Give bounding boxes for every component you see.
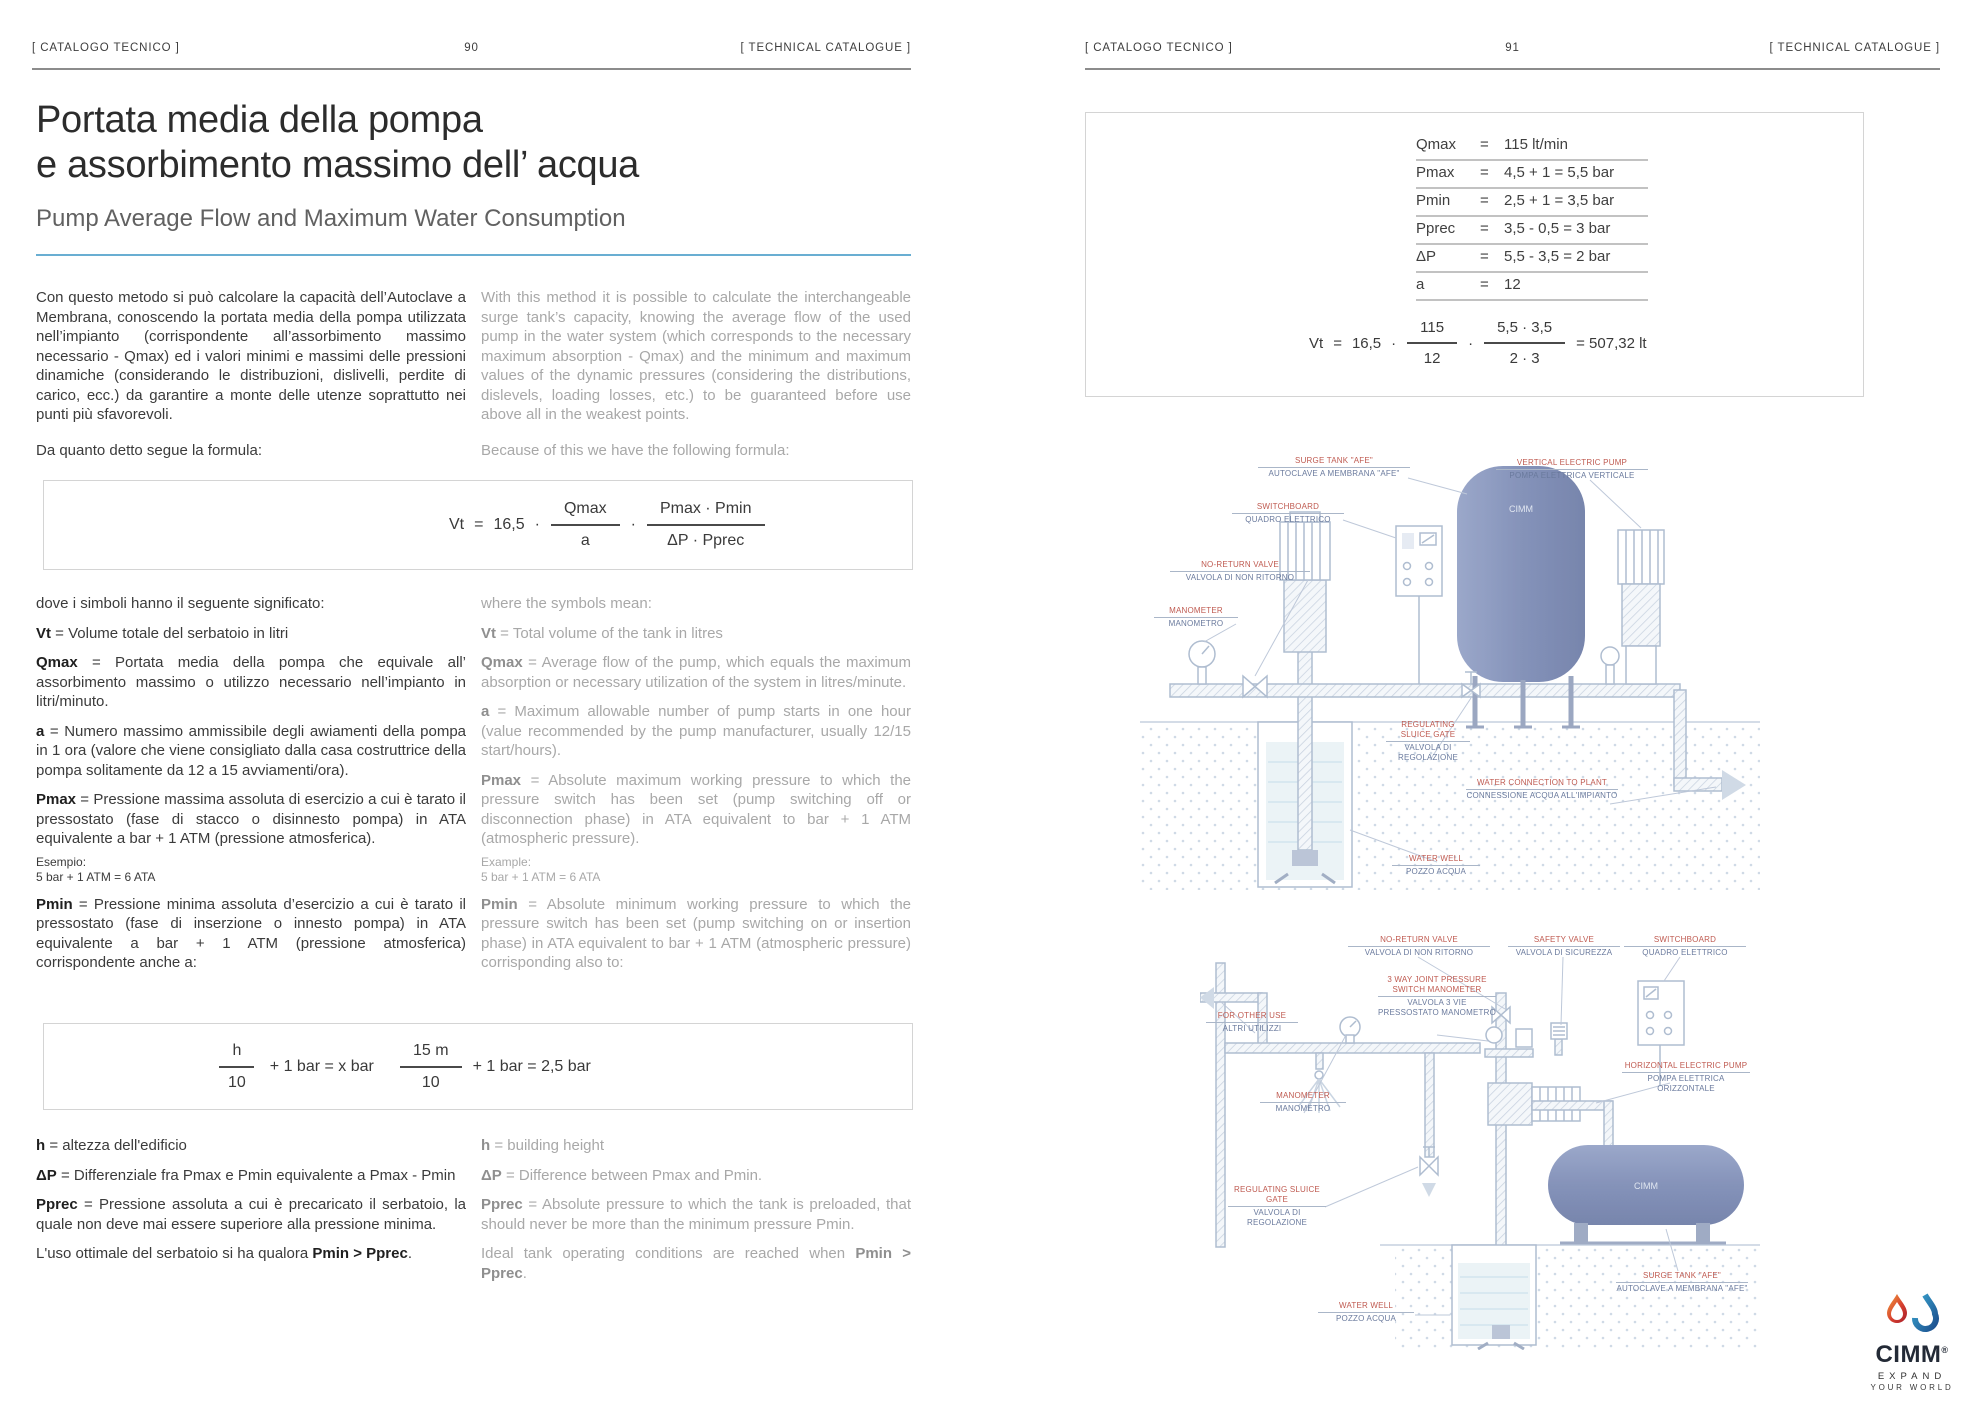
- left-page-header: [32, 42, 911, 58]
- pressure-gauge: [1601, 647, 1619, 684]
- intro-lead-en: Because of this we have the following formula:: [481, 441, 790, 459]
- formula-equals: =: [474, 516, 484, 533]
- definition-pmin-it: Pmin = Pressione minima assoluta d’esercizio a cui è tarato il pressostato (fase di inserzione o innesto pompa) in ATA equivalente a bar + 1 ATM (pressione atmosferica) corrispondente anche a:: [36, 895, 467, 971]
- definition-pprec-it: Pprec = Pressione assoluta a cui è precaricato il serbatoio, la quale non deve mai essere superiore alla pressione minima.: [36, 1196, 466, 1233]
- title-line-1: Portata media della pompa: [36, 99, 483, 141]
- label-for-other-use: FOR OTHER USE ALTRI UTILIZZI: [1206, 1011, 1298, 1034]
- label-safety-valve: SAFETY VALVE VALVOLA DI SICUREZZA: [1508, 935, 1620, 958]
- table-row: ΔP = 5,5 - 3,5 = 2 bar: [1416, 245, 1648, 273]
- cimm-logo: [1852, 1292, 1972, 1392]
- formula-rest: + 1 bar = x bar: [269, 1057, 374, 1075]
- bottom-definitions-italian: [36, 1136, 466, 1274]
- example-it: [36, 855, 466, 885]
- fraction-denominator: 2 · 3: [1509, 350, 1540, 367]
- definition-dp-it: ΔP = Differenziale fra Pmax e Pmin equivalente a Pmax - Pmin: [36, 1166, 456, 1184]
- example-label: Esempio:: [36, 854, 87, 869]
- intro-column-english: [481, 288, 911, 470]
- fraction-denominator: a: [580, 532, 590, 549]
- formula-fraction-1: [551, 500, 620, 550]
- closing-note-en: Ideal tank operating conditions are reached when Pmin > Pprec.: [481, 1245, 911, 1282]
- page-number: 90: [464, 42, 479, 54]
- definition-qmax-en: Qmax = Average flow of the pump, which equals the maximum absorption or necessary utilization of the system in litres/minute.: [481, 654, 911, 691]
- label-water-well: WATER WELL POZZO ACQUA: [1318, 1301, 1414, 1324]
- fraction-denominator: 10: [421, 1073, 440, 1091]
- definitions-column-english: [481, 594, 911, 983]
- logo-tagline-2: YOUR WORLD: [1870, 1383, 1954, 1392]
- fraction-denominator: 12: [1423, 350, 1441, 367]
- fraction-numerator: h: [219, 1042, 254, 1068]
- example-value: 5 bar + 1 ATM = 6 ATA: [36, 869, 156, 884]
- formula-fraction-2: [1484, 319, 1565, 367]
- manometer-gauge: [1189, 641, 1215, 684]
- definition-dp-en: ΔP = Difference between Pmax and Pmin.: [481, 1166, 763, 1184]
- three-way-cluster: [1485, 1027, 1533, 1057]
- closing-note-it: L'uso ottimale del serbatoio si ha qualora Pmin > Pprec.: [36, 1245, 413, 1262]
- intro-paragraph-en: With this method it is possible to calculate the interchangeable surge tank’s capacity, knowing the average flow of the used pump in the water system (which corresponds to the necessary maximum absorption - Qmax) and the minimum and maximum values of the dynamic pressures (considering the distributions, dislevels, loading losses, etc.) to be guaranteed before use above all in the weakest points.: [481, 289, 911, 423]
- wall: [1216, 963, 1225, 1247]
- label-three-way-joint: 3 WAY JOINT PRESSURE SWITCH MANOMETER VALVOLA 3 VIE PRESSOSTATO MANOMETRO: [1378, 975, 1496, 1017]
- fraction-numerator: 115: [1407, 319, 1457, 344]
- table-row: Pprec = 3,5 - 0,5 = 3 bar: [1416, 217, 1648, 245]
- definition-pmax-it: Pmax = Pressione massima assoluta di esercizio a cui è tarato il pressostato (fase di stacco o disinnesto pompa) in ATA equivalente a bar + 1 ATM (pressione atmosferica).: [36, 791, 466, 847]
- formula-equals: =: [1333, 334, 1342, 352]
- svg-text:CIMM: CIMM: [1634, 1181, 1658, 1191]
- accent-rule: [36, 254, 911, 256]
- table-row: Pmax = 4,5 + 1 = 5,5 bar: [1416, 161, 1648, 189]
- formula-height: [209, 1042, 379, 1092]
- bottom-definitions-english: [481, 1136, 911, 1293]
- page-subtitle: Pump Average Flow and Maximum Water Consumption: [36, 205, 626, 232]
- fraction-numerator: 15 m: [400, 1042, 462, 1068]
- title-line-2: e assorbimento massimo dell’ acqua: [36, 144, 640, 186]
- formula-dot: ·: [630, 516, 636, 533]
- label-regulating-gate: REGULATING SLUICE GATE VALVOLA DI REGOLAZIONE: [1228, 1185, 1326, 1228]
- label-switchboard: SWITCHBOARD QUADRO ELETTRICO: [1232, 502, 1344, 525]
- definition-a-it: a = Numero massimo ammissibile degli awiamenti della pompa in 1 ora (valore che viene consigliato dalla casa costruttrice della pompa solitamente da 12 a 15 avviamenti/ora).: [36, 722, 466, 779]
- formula-fraction: [215, 1042, 259, 1092]
- intro-paragraph-it: Con questo metodo si può calcolare la capacità dell’Autoclave a Membrana, conoscendo la portata media della pompa utilizzata nell’impianto (corrispondente all’assorbimento massimo necessario - Qmax) ed i valori minimi e massimi delle pressioni dinamiche (considerando le distribuzioni, dislivelli, perdite di carico, ecc.) da garantire a monte delle utenze soprattutto nei punti più sfavorevoli.: [36, 289, 466, 423]
- formula-lhs: Vt: [1309, 334, 1324, 352]
- fraction-numerator: 5,5 · 3,5: [1484, 319, 1565, 344]
- label-horizontal-pump: HORIZONTAL ELECTRIC PUMP POMPA ELETTRICA ORIZZONTALE: [1622, 1061, 1750, 1094]
- label-manometer: MANOMETER MANOMETRO: [1154, 606, 1238, 629]
- header-technical-catalogue: [ TECHNICAL CATALOGUE ]: [1769, 42, 1940, 54]
- diagram-horizontal-installation: [1200, 935, 1760, 1350]
- calculation-formula: [1304, 319, 1652, 367]
- formula-height-example: [394, 1042, 596, 1092]
- fraction-numerator: Qmax: [551, 500, 620, 526]
- diagram-vertical-drawing: [1140, 430, 1760, 900]
- page-number: 91: [1505, 42, 1520, 54]
- definition-a-en: a = Maximum allowable number of pump starts in one hour (value recommended by the pump manufacturer, usually 12/15 start/hours).: [481, 703, 911, 759]
- label-regulating-gate: REGULATING SLUICE GATE VALVOLA DI REGOLAZIONE: [1386, 720, 1470, 763]
- calculation-box: [1085, 112, 1864, 397]
- example-label: Example:: [481, 854, 532, 869]
- label-vertical-pump: VERTICAL ELECTRIC PUMP POMPA ELETTRICA VERTICALE: [1496, 458, 1648, 481]
- diagram-vertical-installation: [1140, 430, 1760, 900]
- calculation-table: [1416, 133, 1648, 301]
- svg-text:CIMM: CIMM: [1509, 504, 1533, 514]
- formula-main: [444, 500, 771, 550]
- connection-pipe: [1674, 690, 1686, 784]
- label-water-well: WATER WELL POZZO ACQUA: [1392, 854, 1480, 877]
- label-no-return-valve: NO-RETURN VALVE VALVOLA DI NON RITORNO: [1170, 560, 1310, 583]
- label-surge-tank: SURGE TANK "AFE" AUTOCLAVE A MEMBRANA "AFE": [1616, 1271, 1748, 1293]
- header-technical-catalogue: [ TECHNICAL CATALOGUE ]: [740, 42, 911, 54]
- formula-box-pressure: [43, 1023, 913, 1110]
- regulating-branch: [1420, 1053, 1438, 1197]
- fraction-denominator: 10: [228, 1073, 246, 1091]
- definition-pmin-en: Pmin = Absolute minimum working pressure to which the pressure switch has been set (pump switching on or insertion phase) in ATA equivalent to bar + 1 ATM (atmospheric pressure) corrisponding also to:: [481, 895, 912, 971]
- cimm-drops-icon: [1882, 1292, 1942, 1334]
- switchboard-box: [1396, 526, 1442, 684]
- header-rule: [1085, 68, 1940, 70]
- label-switchboard: SWITCHBOARD QUADRO ELETTRICO: [1624, 935, 1746, 958]
- example-en: [481, 855, 911, 885]
- header-rule: [32, 68, 911, 70]
- definition-h-it: h = altezza dell'edificio: [36, 1137, 187, 1154]
- intro-column-italian: [36, 288, 466, 470]
- table-row: Qmax = 115 lt/min: [1416, 133, 1648, 161]
- ground-dots: [1395, 1245, 1760, 1350]
- formula-fraction: [400, 1042, 462, 1092]
- formula-coef: 16,5: [1351, 334, 1382, 352]
- logo-wordmark: CIMM®: [1875, 1341, 1949, 1368]
- definition-pprec-en: Pprec = Absolute pressure to which the tank is preloaded, that should never be more than the minimum pressure Pmin.: [481, 1196, 911, 1233]
- intro-lead-it: Da quanto detto segue la formula:: [36, 441, 262, 459]
- formula-dot: ·: [534, 516, 540, 533]
- vertical-pump-right: [1618, 530, 1664, 684]
- formula-fraction-2: [647, 500, 765, 550]
- surge-tank-horizontal: [1548, 1145, 1744, 1243]
- table-row: Pmin = 2,5 + 1 = 3,5 bar: [1416, 189, 1648, 217]
- table-row: a = 12: [1416, 273, 1648, 301]
- formula-coef: 16,5: [493, 516, 525, 533]
- fraction-denominator: ΔP · Pprec: [667, 532, 745, 549]
- example-value: 5 bar + 1 ATM = 6 ATA: [481, 869, 601, 884]
- header-catalogo-tecnico: [ CATALOGO TECNICO ]: [32, 42, 180, 54]
- logo-tagline-1: EXPAND: [1877, 1371, 1947, 1382]
- water-well: [1452, 1245, 1536, 1349]
- foot-valve: [1292, 850, 1318, 866]
- definition-pmax-en: Pmax = Absolute maximum working pressure to which the pressure switch has been set (pump switching off or disconnection phase) in ATA equivalent to bar + 1 ATM (atmospheric pressure).: [481, 771, 911, 847]
- formula-dot: ·: [1468, 334, 1474, 352]
- manometer-gauge: [1340, 1017, 1360, 1043]
- header-catalogo-tecnico: [ CATALOGO TECNICO ]: [1085, 42, 1233, 54]
- definition-qmax-it: Qmax = Portata media della pompa che equivale all’ assorbimento massimo o utilizzo necessario nell’impianto in litri/minuto.: [36, 654, 466, 710]
- label-surge-tank: SURGE TANK "AFE" AUTOCLAVE A MEMBRANA "AFE": [1258, 456, 1410, 479]
- distribution-pipe: [1225, 1043, 1480, 1053]
- definition-vt-en: Vt = Total volume of the tank in litres: [481, 624, 723, 642]
- formula-rest: + 1 bar = 2,5 bar: [472, 1057, 591, 1075]
- formula-result: = 507,32 lt: [1576, 334, 1647, 352]
- label-manometer: MANOMETER MANOMETRO: [1260, 1091, 1346, 1114]
- definitions-column-italian: [36, 594, 466, 983]
- fraction-numerator: Pmax · Pmin: [647, 500, 765, 526]
- formula-dot: ·: [1391, 334, 1397, 352]
- definition-vt-it: Vt = Volume totale del serbatoio in litri: [36, 624, 289, 642]
- symbols-intro-en: where the symbols mean:: [481, 595, 652, 612]
- right-page-header: [1085, 42, 1940, 58]
- safety-valve-symbol: [1551, 1023, 1567, 1055]
- formula-box-main: [43, 480, 913, 570]
- formula-lhs: Vt: [449, 516, 465, 533]
- label-no-return-valve: NO-RETURN VALVE VALVOLA DI NON RITORNO: [1348, 935, 1490, 958]
- formula-fraction-1: [1407, 319, 1457, 367]
- definition-h-en: h = building height: [481, 1137, 605, 1154]
- symbols-intro-it: dove i simboli hanno il seguente significato:: [36, 595, 325, 612]
- label-water-connection: WATER CONNECTION TO PLANT CONNESSIONE ACQUA ALL'IMPIANTO: [1466, 778, 1618, 800]
- page-title: [36, 98, 639, 188]
